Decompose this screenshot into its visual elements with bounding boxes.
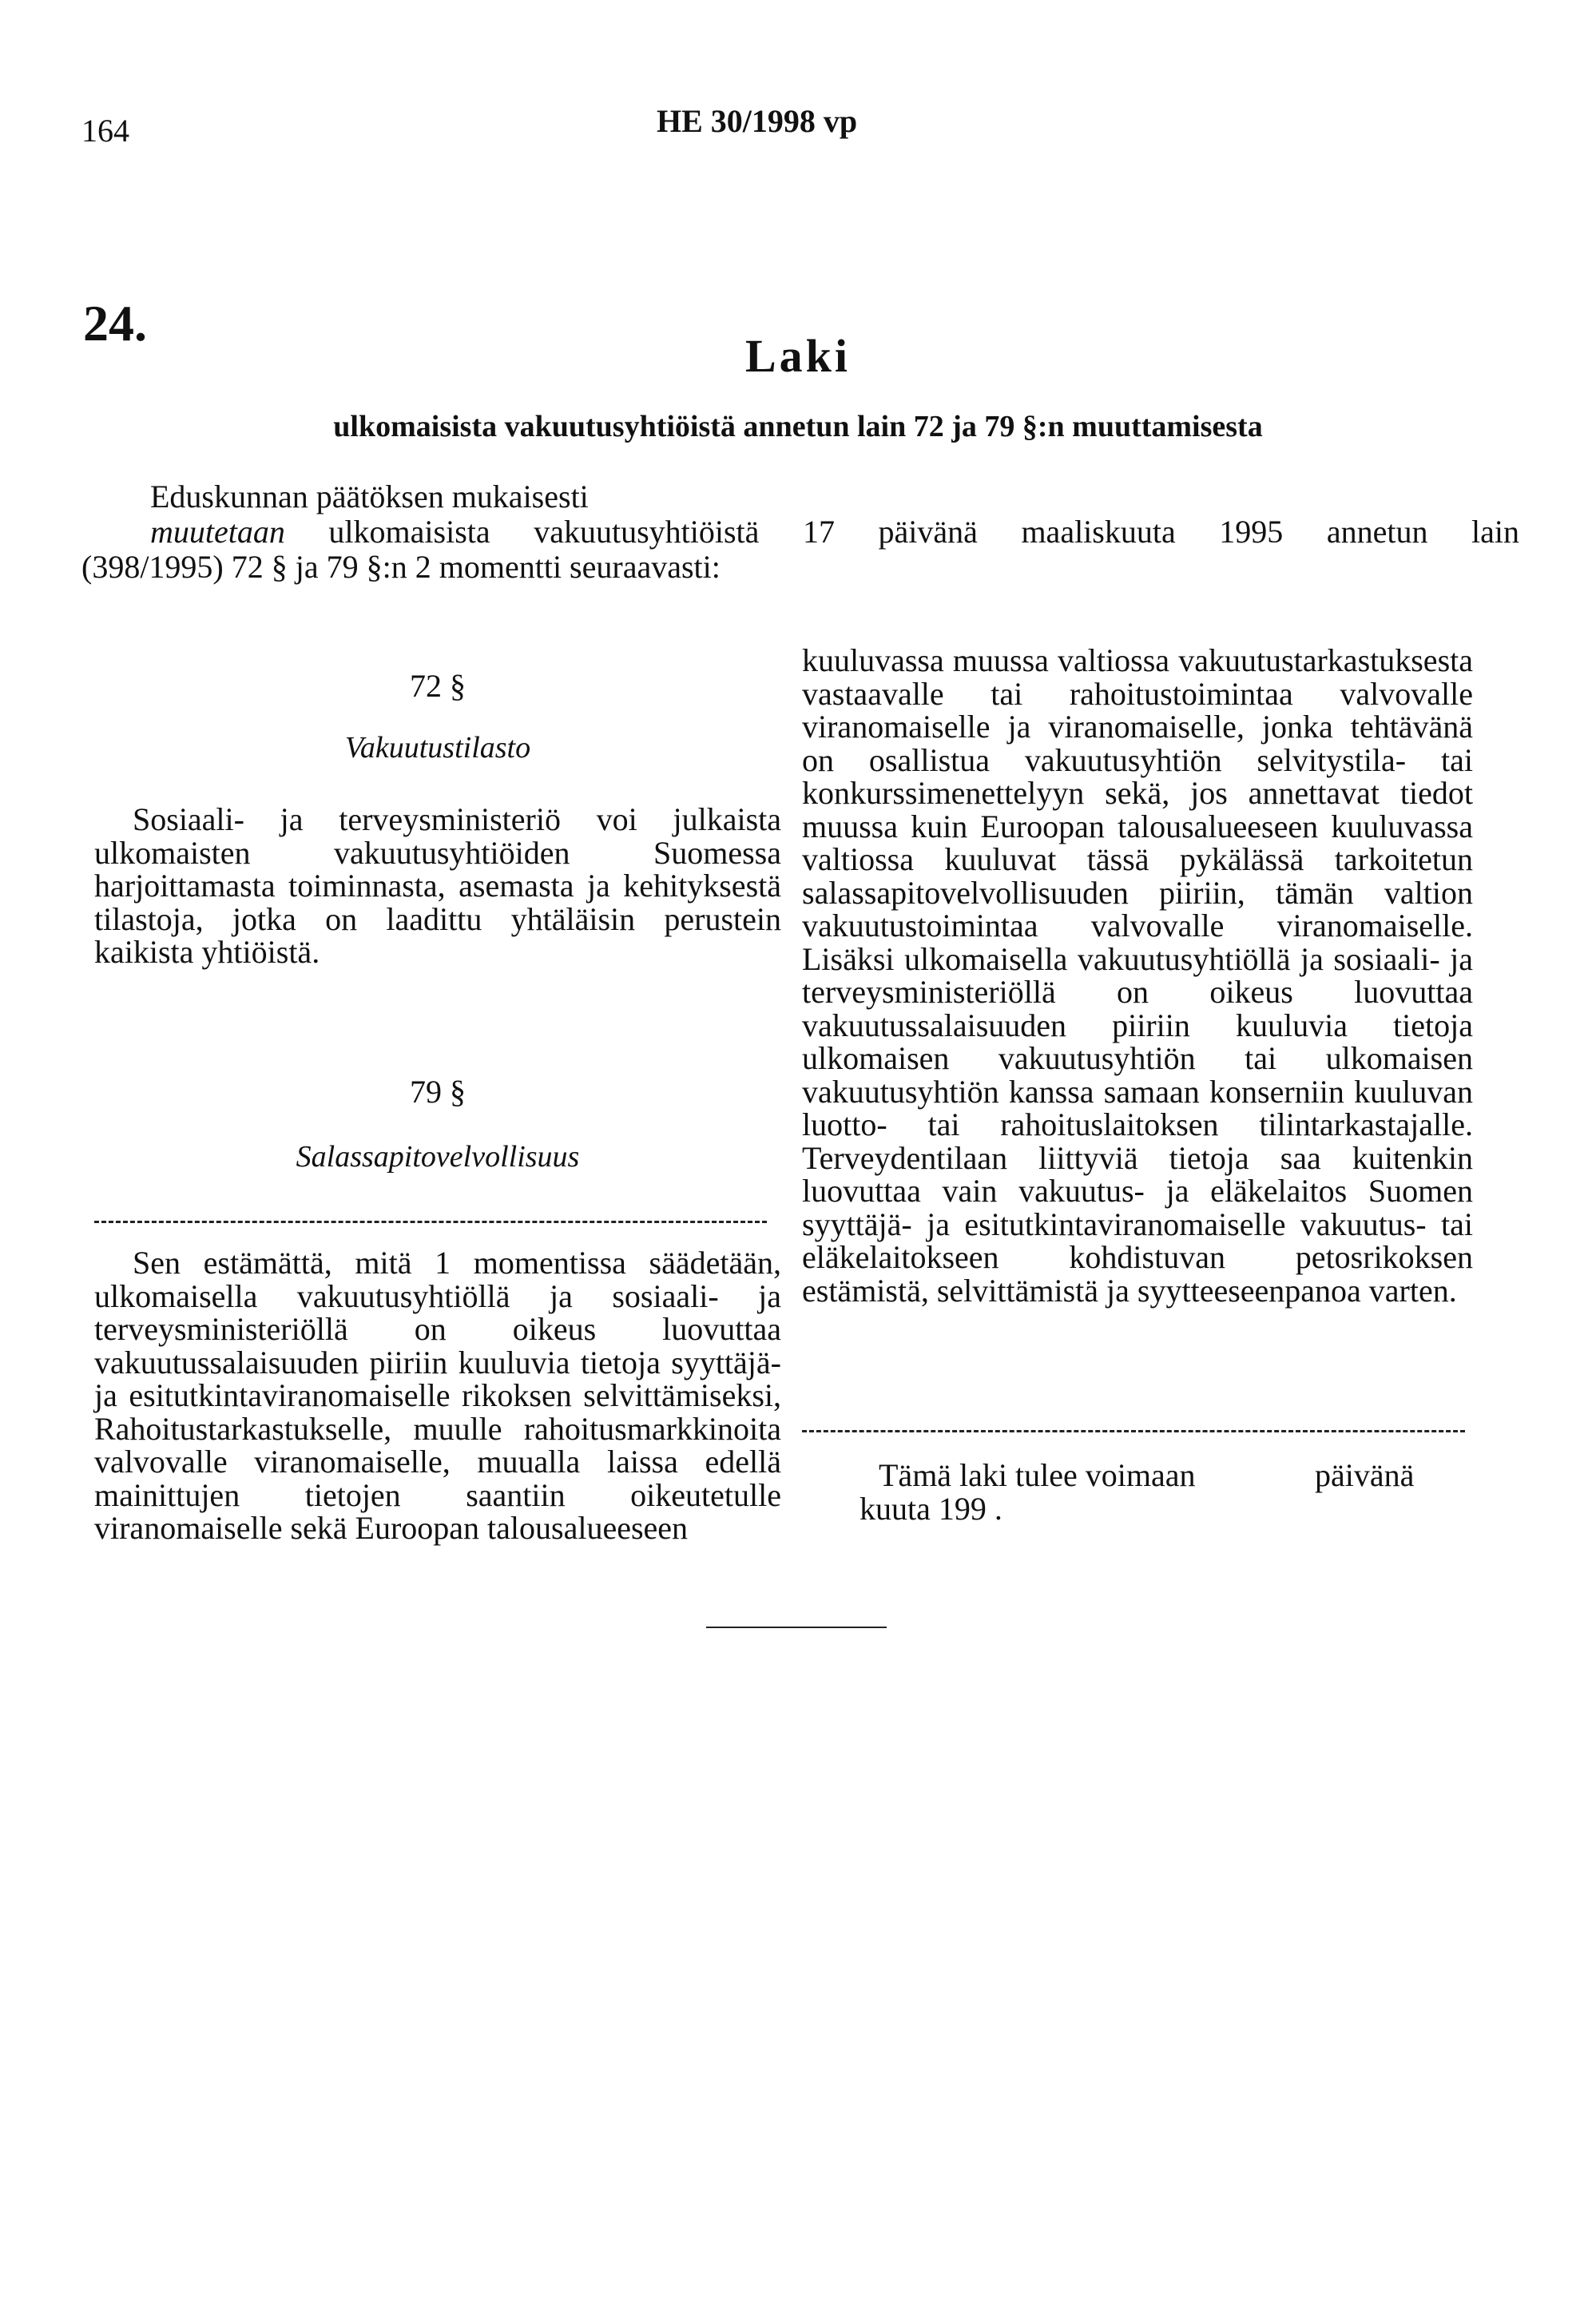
preamble-line-2-text: ulkomaisista vakuutusyhtiöistä 17 päivänä maaliskuuta 1995 annetun lain: [284, 514, 1519, 550]
preamble-line-3: (398/1995) 72 § ja 79 §:n 2 momentti seuraavasti:: [81, 549, 721, 585]
law-title: Laki: [744, 330, 852, 382]
preamble: [81, 479, 1519, 585]
preamble-lead-word: muutetaan: [150, 514, 285, 550]
omitted-text-rule-left: [94, 1221, 767, 1223]
preamble-line-1: Eduskunnan päätöksen mukaisesti: [150, 479, 589, 514]
section-79-number: 79 §: [410, 1074, 466, 1110]
running-header: HE 30/1998 vp: [657, 103, 858, 139]
effective-clause-part-2: päivänä: [1315, 1457, 1415, 1493]
section-79-text-left: Sen estämättä, mitä 1 momentissa säädetään, ulkomaisella vakuutusyhtiöllä ja sosiaali- ja terveysministeriöllä on oikeus luovuttaa vakuutussalaisuuden piiriin kuuluvia tietoja syyttäjä- ja esitutkintaviranomaiselle rikoksen selvittämiseksi, Rahoitustarkastukselle, muulle rahoitusmarkkinoita valvovalle viranomaiselle, muualla laissa edellä mainittujen tietojen saantiin oikeutetulle viranomaiselle sekä Euroopan talousalueeseen: [94, 1245, 781, 1546]
section-79-text-right: kuuluvassa muussa valtiossa vakuutustarkastuksesta vastaavalle tai rahoitustoimintaa valvovalle viranomaiselle ja viranomaiselle, jonka tehtävänä on osallistua vakuutusyhtiön selvitystila- tai konkurssimenettelyyn sekä, jos annettavat tiedot muussa kuin Euroopan talousalueeseen kuuluvassa valtiossa kuuluvat tässä pykälässä tarkoitetun salassapitovelvollisuuden piiriin, tämän valtion vakuutustoimintaa valvovalle viranomaiselle. Lisäksi ulkomaisella vakuutusyhtiöllä ja sosiaali- ja terveysministeriöllä on oikeus luovuttaa vakuutussalaisuuden piiriin kuuluvia tietoja ulkomaisen vakuutusyhtiön tai ulkomaisen vakuutusyhtiön kanssa samaan konserniin kuuluvan luotto- tai rahoituslaitoksen tilintarkastajalle. Terveydentilaan liittyviä tietoja saa kuitenkin luovuttaa vain vakuutus- ja eläkelaitos Suomen syyttäjä- ja esitutkintaviranomaiselle vakuutus- tai eläkelaitokseen kohdistuvan petosrikoksen estämistä, selvittämistä ja syytteeseenpanoa varten.: [802, 642, 1473, 1309]
law-number: 24.: [83, 295, 147, 352]
end-of-law-rule: [706, 1627, 887, 1628]
effective-clause-part-1: Tämä laki tulee voimaan: [879, 1457, 1196, 1493]
law-subtitle: ulkomaisista vakuutusyhtiöistä annetun lain 72 ja 79 §:n muuttamisesta: [333, 410, 1263, 443]
section-72-text: Sosiaali- ja terveysministeriö voi julkaista ulkomaisten vakuutusyhtiöiden Suomessa harjoittamasta toiminnasta, asemasta ja kehityksestä tilastoja, jotka on laadittu yhtäläisin perustein kaikista yhtiöistä.: [94, 801, 781, 970]
effective-clause-part-3: kuuta 199 .: [860, 1491, 1002, 1527]
preamble-line-2: [81, 514, 1519, 550]
omitted-text-rule-right: [802, 1430, 1465, 1432]
section-72-title: Vakuutustilasto: [344, 731, 531, 765]
section-79-title: Salassapitovelvollisuus: [296, 1140, 580, 1174]
page-number: 164: [81, 113, 129, 149]
section-72-number: 72 §: [410, 668, 466, 704]
